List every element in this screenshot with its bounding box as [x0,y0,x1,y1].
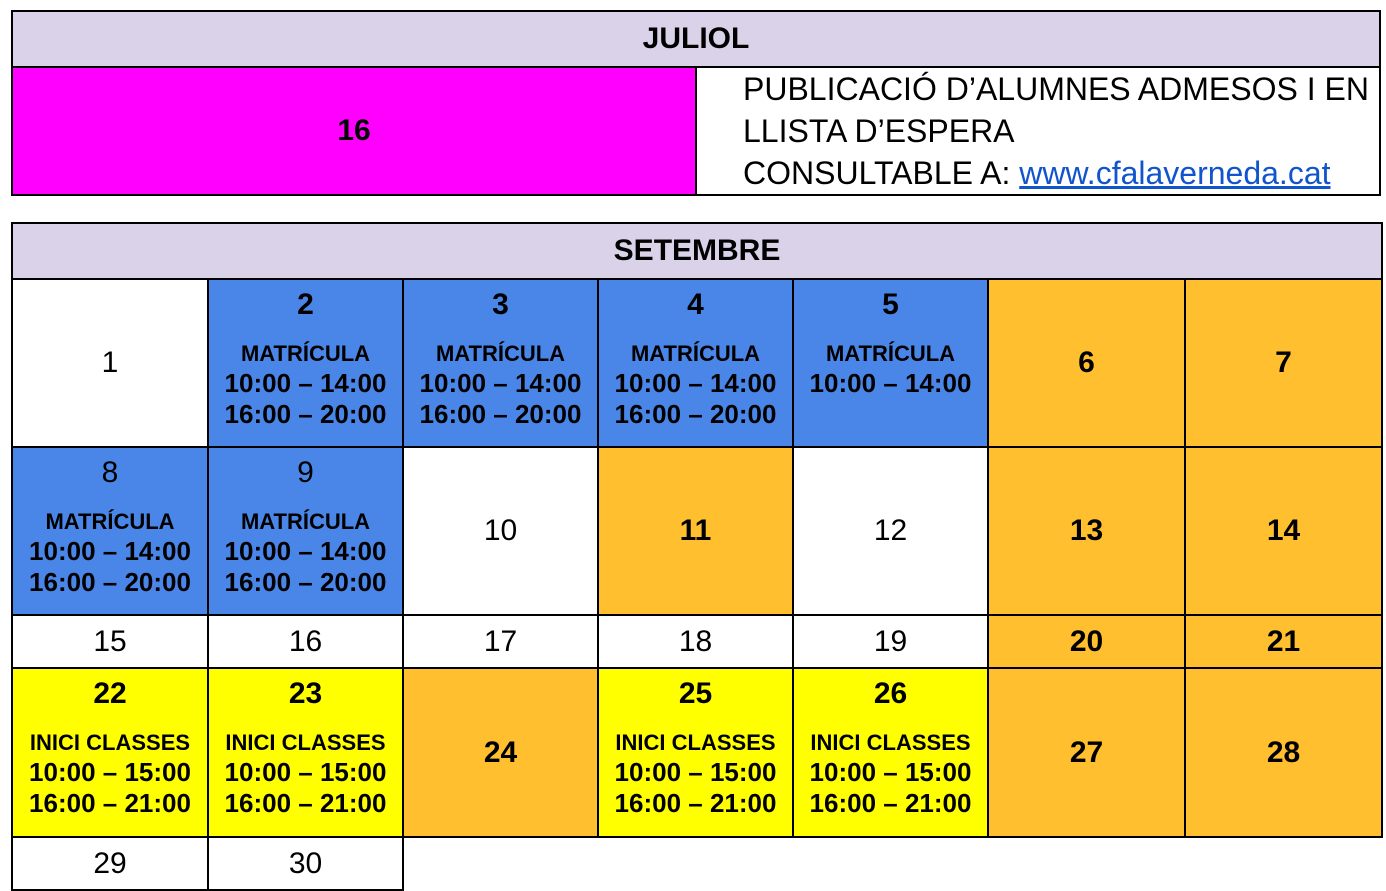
event-time-afternoon: 16:00 – 20:00 [224,567,387,597]
day-cell-1 [12,279,208,447]
day-number: 11 [679,514,712,547]
event-time-afternoon: 16:00 – 21:00 [809,788,972,818]
day-number: 8 [101,456,119,489]
day-number: 20 [1069,624,1104,658]
day-cell-11 [598,447,793,615]
day-number: 4 [687,288,704,321]
day-cell-3 [403,279,598,447]
day-cell-28 [1185,668,1382,837]
day-number: 21 [1266,624,1301,658]
day-number: 3 [492,288,509,321]
day-number: 7 [1275,346,1292,379]
event-label: MATRÍCULA [240,341,371,366]
day-number: 5 [882,288,899,321]
day-number: 16 [288,624,323,658]
event-time-afternoon: 16:00 – 20:00 [224,399,387,429]
day-number: 17 [483,624,518,658]
event-time-afternoon: 16:00 – 21:00 [29,788,191,818]
setembre-title: SETEMBRE [12,223,1382,279]
day-cell-7 [1185,279,1382,447]
day-number: 15 [93,624,127,658]
juliol-consult-label: CONSULTABLE A: [743,155,1020,191]
day-cell-23 [208,668,403,837]
day-cell-25 [598,668,793,837]
day-cell-27 [988,668,1185,837]
day-cell-30 [208,837,403,890]
day-cell-2 [208,279,403,447]
day-number: 24 [483,735,518,769]
juliol-day-16: 16 [12,67,696,195]
event-time-morning: 10:00 – 15:00 [224,757,387,787]
day-cell-9 [208,447,403,615]
day-number: 14 [1266,514,1301,547]
event-time-morning: 10:00 – 15:00 [614,757,777,787]
day-number: 28 [1266,735,1301,769]
day-number: 6 [1078,346,1095,379]
day-number: 25 [678,677,713,710]
day-cell-19 [793,615,988,668]
day-cell-24 [403,668,598,837]
day-number: 10 [483,514,518,547]
day-cell-22 [12,668,208,837]
day-cell-20 [988,615,1185,668]
empty-cells [403,837,1382,890]
event-time-afternoon: 16:00 – 21:00 [224,788,387,818]
event-label: MATRÍCULA [825,341,956,366]
day-number: 22 [93,677,127,710]
event-time-morning: 10:00 – 14:00 [419,368,582,398]
day-cell-4 [598,279,793,447]
setembre-calendar [11,222,1383,891]
day-cell-13 [988,447,1185,615]
day-number: 2 [297,288,314,321]
day-number: 18 [678,624,713,658]
event-label: INICI CLASSES [225,730,386,755]
day-cell-14 [1185,447,1382,615]
day-cell-15 [12,615,208,668]
day-cell-21 [1185,615,1382,668]
day-cell-18 [598,615,793,668]
juliol-description [696,67,1380,195]
event-time-morning: 10:00 – 14:00 [809,368,972,398]
day-cell-29 [12,837,208,890]
day-cell-8 [12,447,208,615]
day-cell-26 [793,668,988,837]
day-number: 30 [288,846,323,880]
day-number: 13 [1069,514,1104,547]
day-number: 9 [297,456,314,489]
day-number: 12 [873,514,908,547]
juliol-table [11,10,1381,196]
event-label: INICI CLASSES [810,730,971,755]
event-time-morning: 10:00 – 15:00 [29,757,191,787]
event-time-morning: 10:00 – 14:00 [224,368,387,398]
day-cell-5 [793,279,988,447]
day-number: 29 [93,846,127,880]
event-label: MATRÍCULA [45,509,175,534]
day-number: 1 [101,346,119,379]
day-number: 19 [873,624,908,658]
day-cell-6 [988,279,1185,447]
event-label: INICI CLASSES [29,730,191,755]
website-link[interactable]: www.cfalaverneda.cat [1019,155,1331,191]
day-number: 26 [873,677,908,710]
event-time-morning: 10:00 – 14:00 [614,368,777,398]
day-cell-10 [403,447,598,615]
event-label: MATRÍCULA [240,509,371,534]
day-cell-16 [208,615,403,668]
event-time-afternoon: 16:00 – 20:00 [419,399,582,429]
day-cell-17 [403,615,598,668]
day-number: 23 [288,677,323,710]
event-time-morning: 10:00 – 14:00 [29,536,191,566]
event-time-morning: 10:00 – 14:00 [224,536,387,566]
juliol-announcement: PUBLICACIÓ D’ALUMNES ADMESOS I EN LLISTA D’ESPERA [743,71,1369,149]
juliol-title: JULIOL [12,11,1380,67]
event-time-morning: 10:00 – 15:00 [809,757,972,787]
day-cell-12 [793,447,988,615]
event-label: MATRÍCULA [435,341,566,366]
day-number: 27 [1069,735,1104,769]
event-label: INICI CLASSES [615,730,776,755]
event-time-afternoon: 16:00 – 20:00 [614,399,777,429]
event-time-afternoon: 16:00 – 21:00 [614,788,777,818]
event-time-afternoon: 16:00 – 20:00 [29,567,191,597]
event-label: MATRÍCULA [630,341,761,366]
